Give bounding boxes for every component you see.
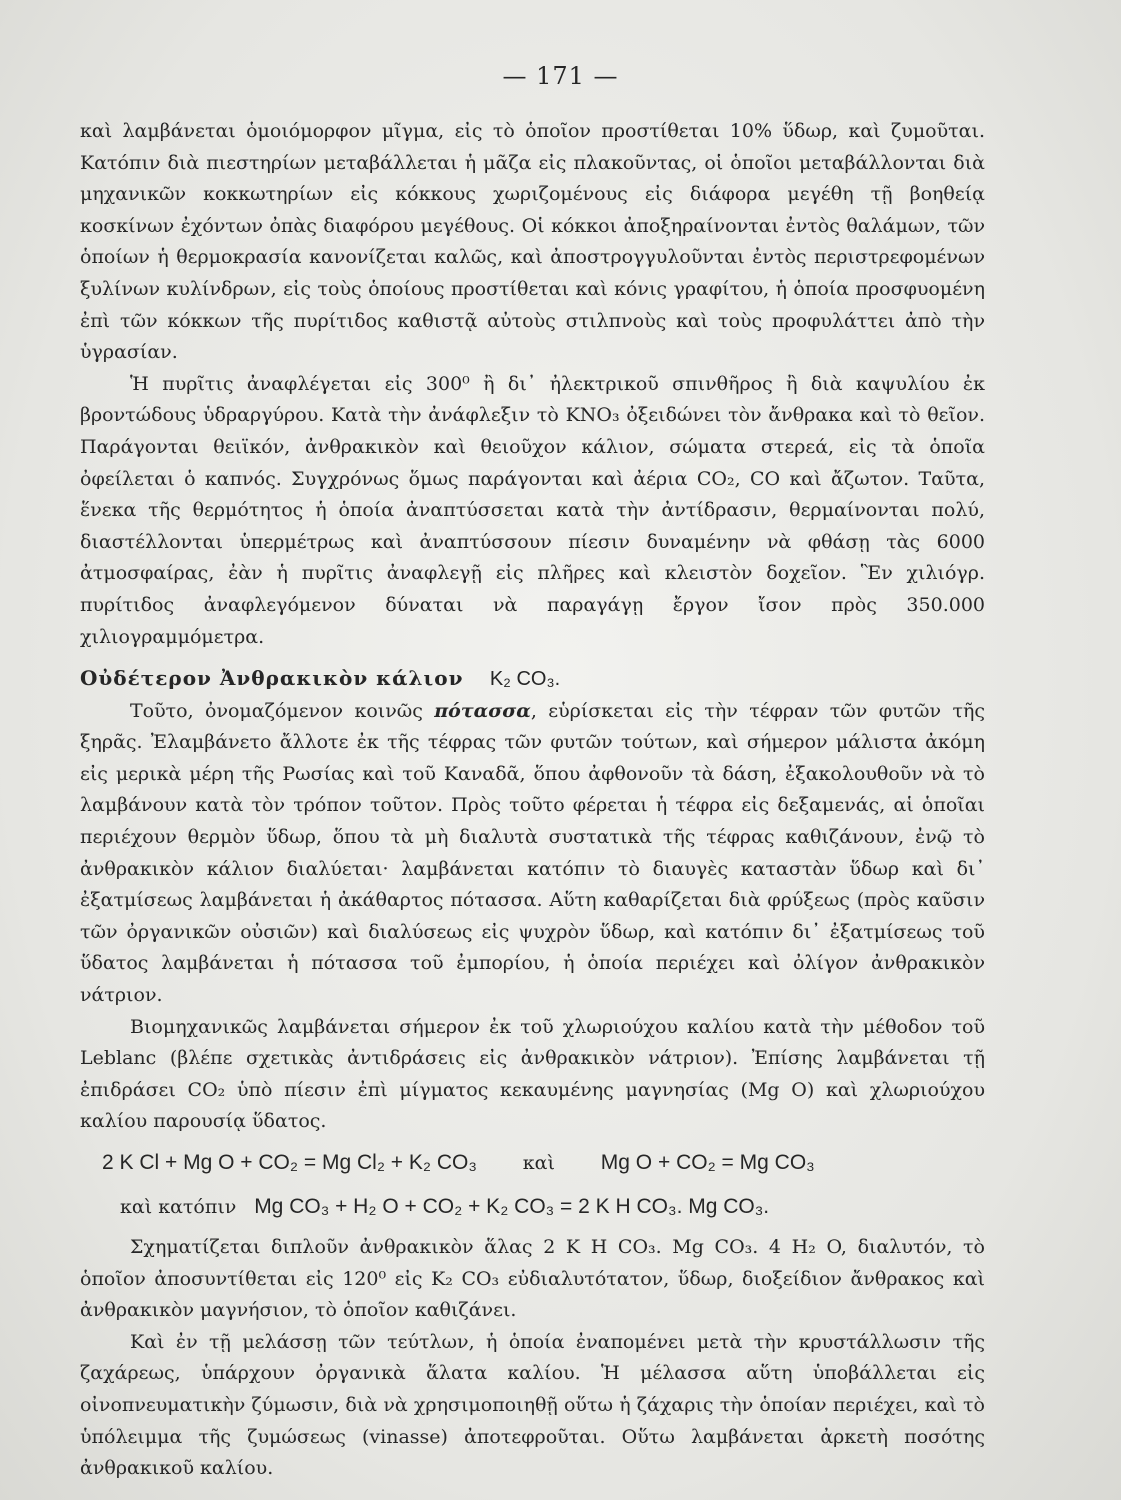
equation-1 — [80, 1144, 985, 1182]
potash-term: πότασσα — [434, 699, 531, 722]
paragraph-potash — [80, 696, 985, 1012]
section-heading — [80, 663, 985, 696]
page-number: — 171 — — [502, 62, 619, 90]
potash-text-end: , εὑρίσκεται εἰς τὴν τέφραν τῶν φυτῶν τῆς ξηρᾶς. — [80, 699, 985, 754]
paragraph-industrial: Βιομηχανικῶς λαμβάνεται σήμερον ἐκ τοῦ χλωριούχου καλίου κατὰ τὴν μέθοδον τοῦ Leblanc (βλέπε σχετικὰς ἀντιδράσεις εἰς ἀνθρακικὸν νάτριον). Ἐπίσης λαμβάνεται τῇ ἐπιδράσει CO₂ ὑπὸ πίεσιν ἐπὶ μίγματος κεκαυμένης μαγνησίας (Mg O) καὶ χλωριούχου καλίου παρουσίᾳ ὕδατος. — [80, 1015, 985, 1133]
potash-text-more: Ἐλαμβάνετο ἄλλοτε ἐκ τῆς τέφρας τῶν φυτῶν τούτων, καὶ σήμερον μάλιστα ἀκόμη εἰς μερικὰ μέρη τῆς Ρωσίας καὶ τοῦ Καναδᾶ, ὅπου ἀφθονοῦν τὰ δάση, ἐξακολουθοῦν νὰ τὸ λαμβάνουν κατὰ τὸν τρόπον τοῦτον. Πρὸς τοῦτο φέρεται ἡ τέφρα εἰς δεξαμενάς, αἱ ὁποῖαι περιέχουν θερμὸν ὕδωρ, ὅπου τὰ μὴ διαλυτὰ συστατικὰ τῆς τέφρας καθιζάνουν, ἐνῷ τὸ ἀνθρακικὸν κάλιον διαλύεται· λαμβάνεται κατόπιν τὸ διαυγὲς καταστὰν ὕδωρ καὶ δι᾿ ἐξατμίσεως λαμβάνεται ἡ ἀκάθαρτος πότασσα. Αὕτη καθαρίζεται διὰ φρύξεως (πρὸς καῦσιν τῶν ὀργανικῶν οὐσιῶν) καὶ διαλύσεως εἰς ψυχρὸν ὕδωρ, καὶ κατόπιν δι᾿ ἐξατμίσεως τοῦ ὕδατος λαμβάνεται ἡ πότασσα τοῦ ἐμπορίου, ἡ ὁποία περιέχει καὶ ὀλίγον ἀνθρακικὸν νάτριον. — [80, 731, 985, 1007]
potash-text-start: Τοῦτο, ὀνομαζόμενον κοινῶς — [130, 699, 435, 722]
paragraph-molasses: Καὶ ἐν τῇ μελάσσῃ τῶν τεύτλων, ἡ ὁποία ἐναπομένει μετὰ τὴν κρυστάλλωσιν τῆς ζαχάρεως, ὑπάρχουν ὀργανικὰ ἅλατα καλίου. Ἡ μέλασσα αὕτη ὑποβάλλεται εἰς οἰνοπνευματικὴν ζύμωσιν, διὰ νὰ χρησιμοποιηθῇ οὕτω ἡ ζάχαρις τὴν ὁποίαν περιέχει, καὶ τὸ ὑπόλειμμα τῆς ζυμώσεως (vinasse) ἀποτεφροῦται. Οὕτω λαμβάνεται ἀρκετὴ ποσότης ἀνθρακικοῦ καλίου. — [80, 1330, 985, 1480]
paragraph-double-salt: Σχηματίζεται διπλοῦν ἀνθρακικὸν ἅλας 2 K H CO₃. Mg CO₃. 4 H₂ O, διαλυτόν, τὸ ὁποῖον ἀποσυντίθεται εἰς 120⁰ εἰς K₂ CO₃ εὐδιαλυτότατον, ὕδωρ, διοξείδιον ἄνθρακος καὶ ἀνθρακικὸν μαγνήσιον, τὸ ὁποῖον καθιζάνει. — [80, 1236, 985, 1322]
paragraph-ignition: Ἡ πυρῖτις ἀναφλέγεται εἰς 300⁰ ἢ δι᾿ ἠλεκτρικοῦ σπινθῆρος ἢ διὰ καψυλίου ἐκ βροντώδους ὑδραργύρου. Κατὰ τὴν ἀνάφλεξιν τὸ KNO₃ ὀξειδώνει τὸν ἄνθρακα καὶ τὸ θεῖον. Παράγονται θειϊκόν, ἀνθρακικὸν καὶ θειοῦχον κάλιον, σώματα στερεά, εἰς τὰ ὁποῖα ὀφείλεται ὁ καπνός. Συγχρόνως ὅμως παράγονται καὶ ἀέρια CO₂, CO καὶ ἄζωτον. Ταῦτα, ἕνεκα τῆς θερμότητος ἡ ὁποία ἀναπτύσσεται κατὰ τὴν ἀντίδρασιν, θερμαίνονται πολύ, διαστέλλονται ὑπερμέτρως καὶ ἀναπτύσσουν πίεσιν δυναμένην νὰ φθάσῃ τὰς 6000 ἀτμοσφαίρας, ἐὰν ἡ πυρῖτις ἀναφλεγῇ εἰς πλῆρες καὶ κλειστὸν δοχεῖον. Ἓν χιλιόγρ. πυρίτιδος ἀναφλεγόμενον δύναται νὰ παραγάγῃ ἔργον ἴσον πρὸς 350.000 χιλιογραμμόμετρα. — [80, 372, 985, 648]
section-formula: K₂ CO₃. — [489, 668, 561, 691]
body-text — [80, 116, 985, 1485]
equation-1-right: Mg O + CO₂ = Mg CO₃ — [600, 1151, 815, 1174]
equation-2-body: Mg CO₃ + H₂ O + CO₂ + K₂ CO₃ = 2 K H CO₃. Mg CO₃. — [254, 1195, 770, 1218]
equation-1-separator: καὶ — [522, 1152, 555, 1174]
equation-2-lead: καὶ κατόπιν — [120, 1196, 237, 1218]
section-title: Οὐδέτερον Ἀνθρακικὸν κάλιον — [80, 666, 464, 691]
equation-2 — [80, 1188, 985, 1226]
equation-1-left: 2 K Cl + Mg O + CO₂ = Mg Cl₂ + K₂ CO₃ — [102, 1151, 477, 1174]
paragraph-granulation: καὶ λαμβάνεται ὁμοιόμορφον μῖγμα, εἰς τὸ ὁποῖον προστίθεται 10% ὕδωρ, καὶ ζυμοῦται. Κατόπιν διὰ πιεστηρίων μεταβάλλεται ἡ μᾶζα εἰς πλακοῦντας, οἱ ὁποῖοι μεταβάλλονται διὰ μηχανικῶν κοκκωτηρίων εἰς κόκκους χωριζομένους εἰς διάφορα μεγέθη τῇ βοηθείᾳ κοσκίνων ἐχόντων ὀπὰς διαφόρου μεγέθους. Οἱ κόκκοι ἀποξηραίνονται ἐντὸς θαλάμων, τῶν ὁποίων ἡ θερμοκρασία κανονίζεται καλῶς, καὶ ἀποστρογγυλοῦνται ἐντὸς περιστρεφομένων ξυλίνων κυλίνδρων, εἰς τοὺς ὁποίους προστίθεται καὶ κόνις γραφίτου, ἡ ὁποία προσφυομένη ἐπὶ τῶν κόκκων τῆς πυρίτιδος καθιστᾷ αὐτοὺς στιλπνοὺς καὶ τοὺς προφυλάττει ἀπὸ τὴν ὑγρασίαν. — [80, 120, 985, 364]
